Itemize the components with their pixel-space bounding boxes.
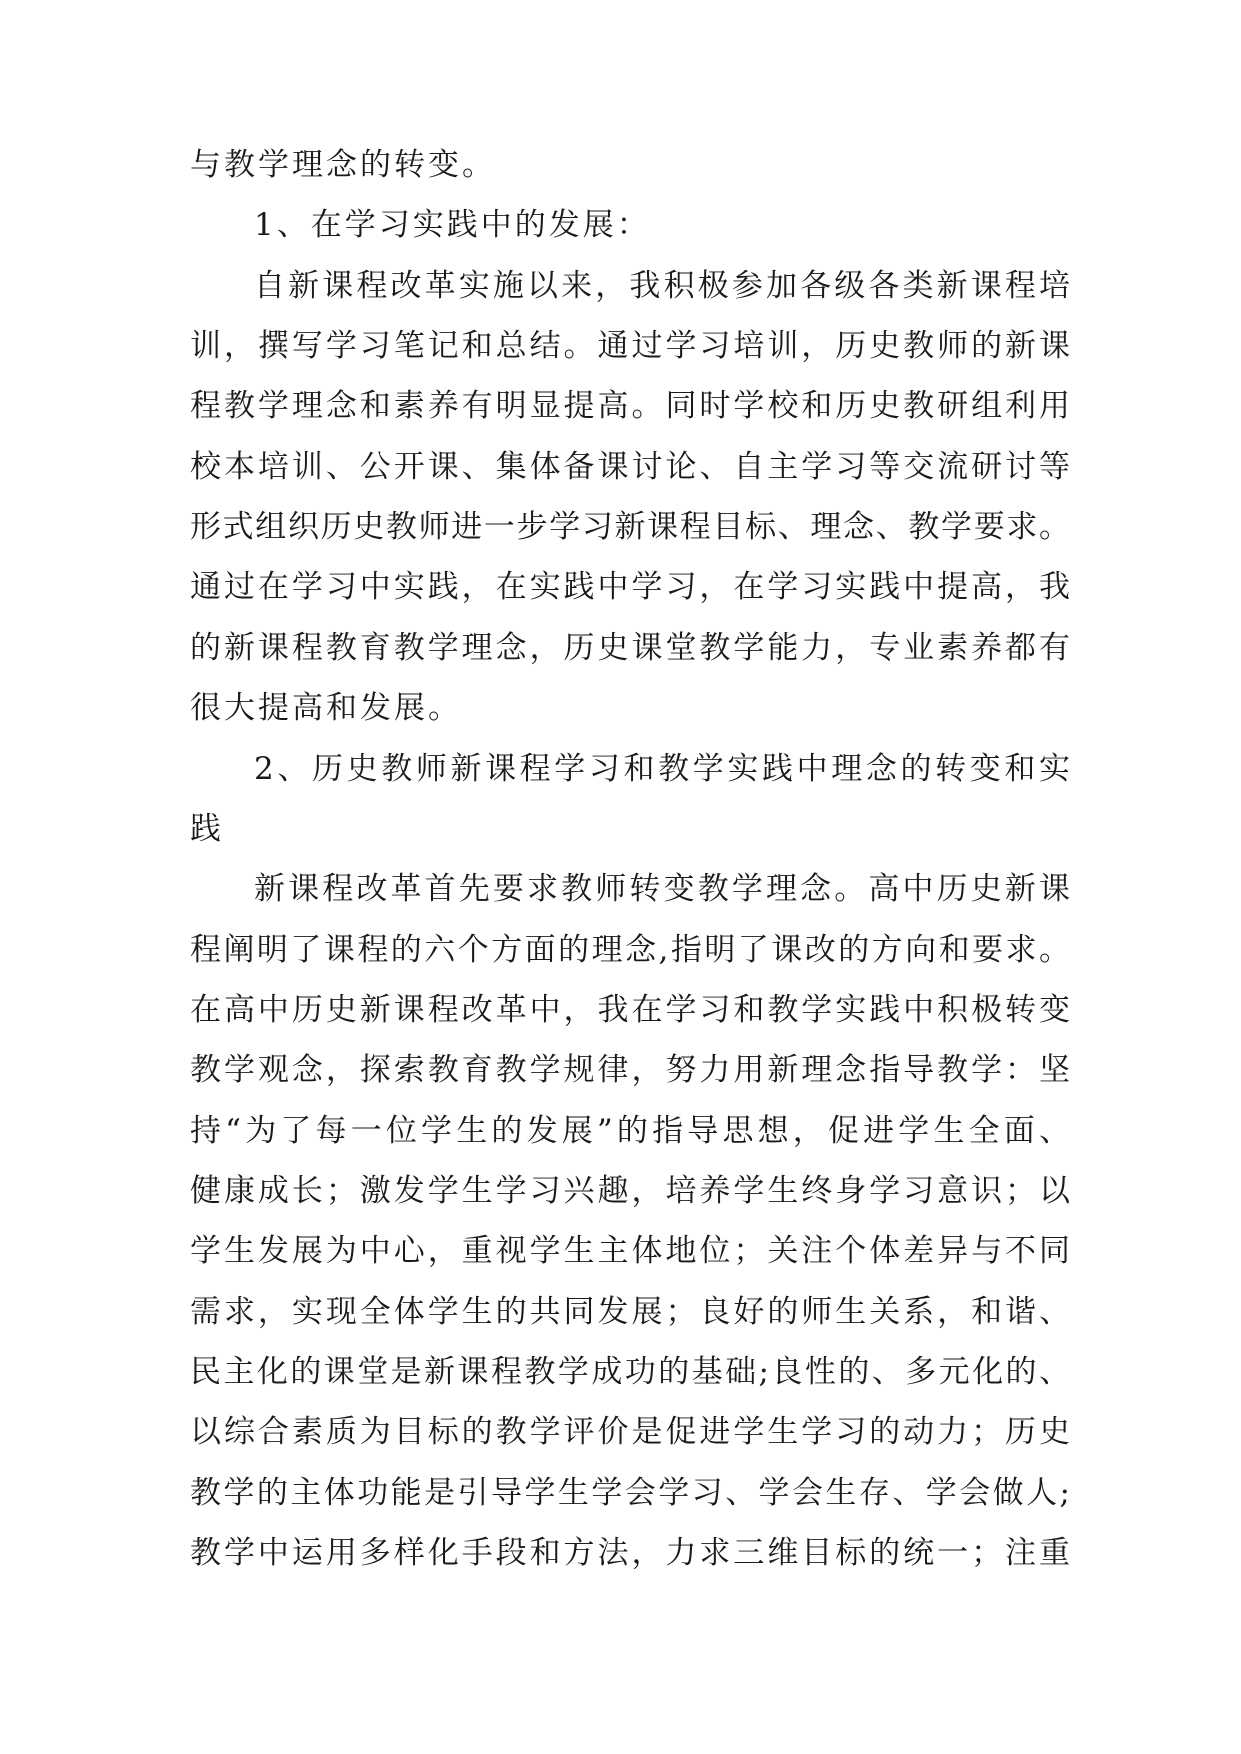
text-line: 自新课程改革实施以来，我积极参加各级各类新课程培 bbox=[254, 267, 1070, 304]
text-line: 健康成长；激发学生学习兴趣，培养学生终身学习意识；以 bbox=[190, 1172, 1070, 1209]
text-line: 教学观念，探索教育教学规律，努力用新理念指导教学：坚 bbox=[190, 1052, 1070, 1089]
text-line: 形式组织历史教师进一步学习新课程目标、理念、教学要求。 bbox=[190, 509, 1070, 546]
text-line: 2、历史教师新课程学习和教学实践中理念的转变和实 bbox=[254, 750, 1070, 787]
text-line: 很大提高和发展。 bbox=[190, 690, 462, 727]
text-line: 校本培训、公开课、集体备课讨论、自主学习等交流研讨等 bbox=[190, 448, 1070, 485]
text-line: 的新课程教育教学理念，历史课堂教学能力，专业素养都有 bbox=[190, 629, 1070, 666]
text-line: 以综合素质为目标的教学评价是促进学生学习的动力；历史 bbox=[190, 1414, 1070, 1451]
text-line: 通过在学习中实践，在实践中学习，在学习实践中提高，我 bbox=[190, 569, 1070, 606]
text-line: 训，撰写学习笔记和总结。通过学习培训，历史教师的新课 bbox=[190, 328, 1070, 365]
text-line: 教学的主体功能是引导学生学会学习、学会生存、学会做人; bbox=[190, 1474, 1070, 1511]
text-line: 在高中历史新课程改革中，我在学习和教学实践中积极转变 bbox=[190, 991, 1070, 1028]
text-line: 需求，实现全体学生的共同发展；良好的师生关系，和谐、 bbox=[190, 1293, 1070, 1330]
text-line: 持“为了每一位学生的发展”的指导思想，促进学生全面、 bbox=[190, 1112, 1070, 1149]
text-line: 学生发展为中心，重视学生主体地位；关注个体差异与不同 bbox=[190, 1233, 1070, 1270]
text-line: 程阐明了课程的六个方面的理念,指明了课改的方向和要求。 bbox=[190, 931, 1070, 968]
text-line: 新课程改革首先要求教师转变教学理念。高中历史新课 bbox=[254, 871, 1070, 908]
text-line: 践 bbox=[190, 810, 224, 847]
text-line: 民主化的课堂是新课程教学成功的基础;良性的、多元化的、 bbox=[190, 1354, 1070, 1390]
text-line: 1、在学习实践中的发展： bbox=[254, 207, 651, 244]
text-line: 与教学理念的转变。 bbox=[190, 147, 496, 183]
text-line: 程教学理念和素养有明显提高。同时学校和历史教研组利用 bbox=[190, 388, 1070, 425]
text-line: 教学中运用多样化手段和方法，力求三维目标的统一；注重 bbox=[190, 1535, 1070, 1572]
